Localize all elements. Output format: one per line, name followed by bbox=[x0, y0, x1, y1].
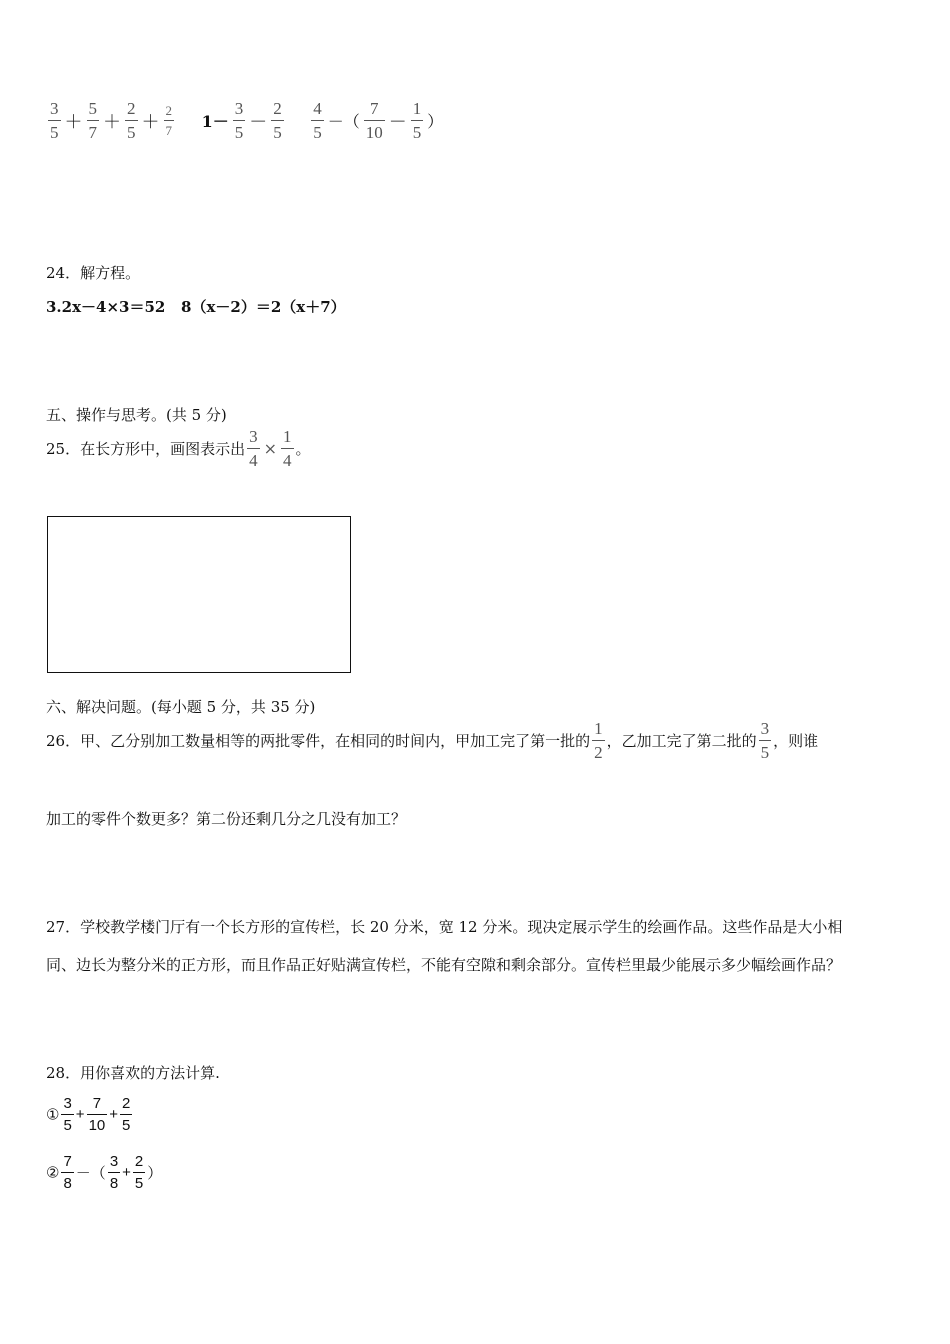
fraction: $\frac{2}{7}$ bbox=[165, 103, 172, 138]
q24-title: 24．解方程。 bbox=[46, 264, 141, 282]
q25-suffix: 。 bbox=[295, 440, 311, 458]
plus-sign: + bbox=[109, 1106, 119, 1123]
fraction: $\frac{4}{5}$ bbox=[313, 99, 322, 142]
section5-title: 五、操作与思考。(共 5 分) bbox=[46, 406, 227, 424]
fraction: $\frac{2}{5}$ bbox=[273, 99, 282, 142]
q27-line2: 同、边长为整分米的正方形，而且作品正好贴满宣传栏，不能有空隙和剩余部分。宣传栏里最少能展示多少幅绘画作品？ bbox=[46, 956, 842, 974]
fraction: $\frac{3}{5}$ bbox=[50, 99, 59, 142]
q27-line1: 27．学校教学楼门厅有一个长方形的宣传栏，长 20 分米，宽 12 分米。现决定展示学生的绘画作品。这些作品是大小相 bbox=[46, 918, 843, 936]
plus-sign: + bbox=[75, 1106, 85, 1123]
q26-line2: 加工的零件个数更多？第二份还剩几分之几没有加工？ bbox=[46, 810, 407, 828]
equation-2: 8（x－2）＝2（x＋7） bbox=[181, 298, 346, 316]
q26-text-1: 26．甲、乙分别加工数量相等的两批零件，在相同的时间内，甲加工完了第一批的 bbox=[46, 732, 591, 750]
circled-two: ② bbox=[46, 1163, 60, 1182]
q26-text-3: ，则谁 bbox=[773, 732, 819, 750]
fraction: $\frac{3}{5}$ bbox=[760, 719, 770, 762]
circled-one: ① bbox=[46, 1105, 60, 1124]
fraction: $\frac{7}{10}$ bbox=[88, 1095, 106, 1134]
fraction: $\frac{3}{4}$ bbox=[249, 427, 258, 470]
equation-1: 3.2x－4×3＝52 bbox=[46, 298, 166, 316]
plus-sign: ＋ bbox=[64, 111, 83, 132]
fraction: $\frac{1}{2}$ bbox=[594, 719, 603, 762]
fraction: $\frac{2}{5}$ bbox=[122, 1095, 131, 1134]
close-paren: ） bbox=[147, 1165, 163, 1182]
times-sign: × bbox=[263, 439, 277, 458]
q28-title: 28．用你喜欢的方法计算. bbox=[46, 1064, 220, 1082]
q26-line1 bbox=[46, 720, 818, 761]
minus-paren: －（ bbox=[75, 1165, 106, 1182]
q26-text-2: ，乙加工完了第二批的 bbox=[606, 732, 757, 750]
fraction: $\frac{1}{4}$ bbox=[283, 427, 292, 470]
expr2-start: 1－ bbox=[201, 112, 229, 131]
fraction: $\frac{2}{5}$ bbox=[127, 99, 136, 142]
plus-sign: + bbox=[122, 1164, 131, 1181]
minus-paren: －（ bbox=[327, 112, 360, 131]
drawing-rectangle[interactable] bbox=[47, 516, 351, 673]
q25-prefix: 25．在长方形中，画图表示出 bbox=[46, 440, 246, 458]
fraction: $\frac{3}{8}$ bbox=[109, 1153, 119, 1192]
plus-sign: ＋ bbox=[141, 111, 160, 132]
fraction: $\frac{3}{5}$ bbox=[63, 1095, 72, 1134]
close-paren: ） bbox=[427, 112, 444, 131]
fraction: $\frac{7}{8}$ bbox=[63, 1153, 72, 1192]
minus-sign: － bbox=[388, 111, 407, 132]
fraction: $\frac{3}{5}$ bbox=[234, 99, 244, 142]
q23-expressions bbox=[46, 100, 445, 141]
fraction: $\frac{1}{5}$ bbox=[412, 99, 422, 142]
fraction: $\frac{5}{7}$ bbox=[88, 99, 97, 142]
q28-item2 bbox=[46, 1154, 162, 1191]
fraction: $\frac{2}{5}$ bbox=[134, 1153, 144, 1192]
plus-sign: ＋ bbox=[103, 111, 121, 132]
minus-sign: － bbox=[249, 111, 268, 132]
q24-equations bbox=[46, 296, 346, 317]
section6-title: 六、解决问题。(每小题 5 分，共 35 分) bbox=[46, 698, 316, 716]
fraction: $\frac{7}{10}$ bbox=[365, 99, 383, 142]
q28-item1 bbox=[46, 1096, 134, 1133]
q25-question bbox=[46, 428, 311, 469]
